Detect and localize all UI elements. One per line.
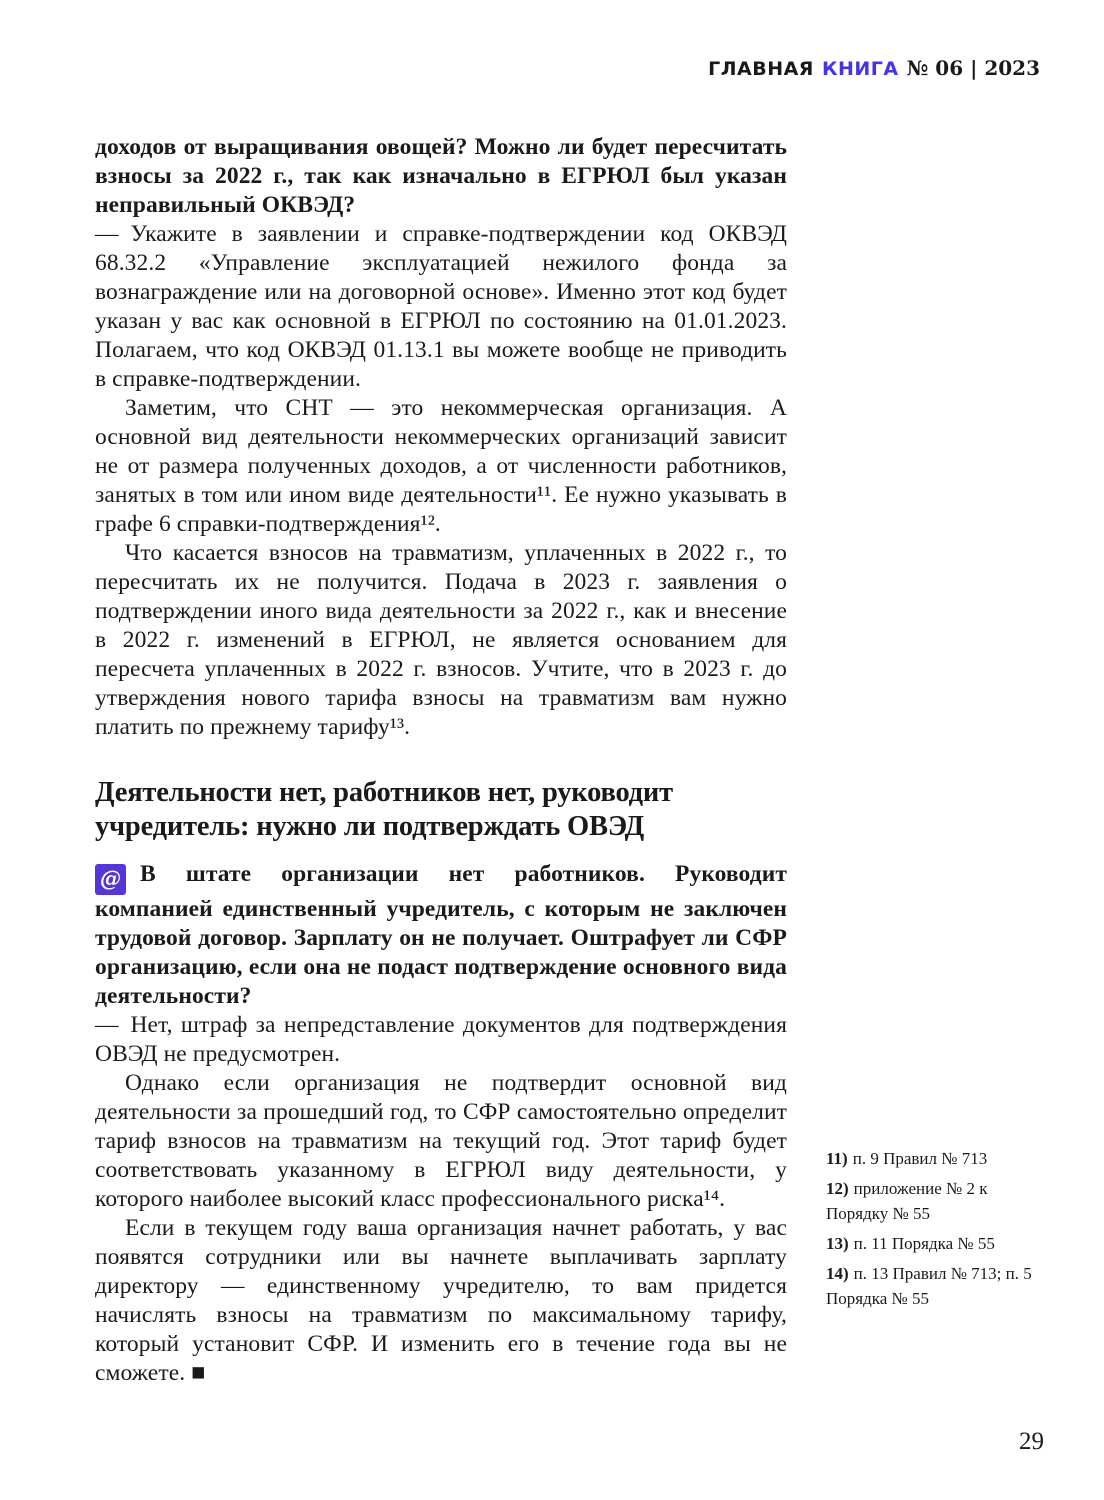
body-paragraph: Если в текущем году ваша организация начнет работать, у вас появятся сотрудники или вы начнете выплачивать зарплату директору — единственному учредителю, то вам придется начислять взносы на травматизм по максимальному тарифу, который установит СФР. И изменить его в течение года вы не сможете. ■	[95, 1215, 787, 1386]
lead-question: доходов от выращивания овощей? Можно ли будет пересчитать взносы за 2022 г., так как изначально в ЕГРЮЛ был указан неправильный ОКВЭД?	[95, 134, 787, 218]
reader-question	[95, 860, 787, 1011]
footnote-text: приложение № 2 к Порядку № 55	[826, 1179, 988, 1223]
footnotes-block	[826, 1146, 1042, 1316]
article-column	[95, 133, 787, 1388]
brand-name-accent: КНИГА	[821, 58, 899, 80]
section-heading: Деятельности нет, работников нет, руководит учредитель: нужно ли подтверждать ОВЭД	[95, 777, 673, 842]
footnote-number: 12)	[826, 1179, 849, 1198]
page-number: 29	[1019, 1428, 1044, 1455]
footnote-number: 11)	[826, 1149, 848, 1168]
body-paragraph: Однако если организация не подтвердит основной вид деятельности за прошедший год, то СФР самостоятельно определит тариф взносов на травматизм на текущий год. Этот тариф будет соответствовать указанному в ЕГРЮЛ виду деятельности, у которого наиболее высокий класс профессионального риска¹⁴.	[95, 1070, 787, 1212]
footnote	[826, 1261, 1042, 1311]
footnote-number: 13)	[826, 1234, 849, 1253]
brand-name-main: ГЛАВНАЯ	[708, 58, 814, 80]
at-icon: @	[95, 864, 126, 895]
body-paragraph: Заметим, что СНТ — это некоммерческая организация. А основной вид деятельности некоммерческих организаций зависит не от размера полученных доходов, а от численности работников, занятых в том или ином виде деятельности¹¹. Ее нужно указывать в графе 6 справки-подтверждения¹².	[95, 395, 787, 537]
footnote	[826, 1176, 1042, 1226]
answer-paragraph: — Укажите в заявлении и справке-подтверждении код ОКВЭД 68.32.2 «Управление эксплуатацией нежилого фонда за вознаграждение или на договорной основе». Именно этот код будет указан у вас как основной в ЕГРЮЛ по состоянию на 01.01.2023. Полагаем, что код ОКВЭД 01.13.1 вы можете вообще не приводить в справке-подтверждении.	[95, 221, 787, 392]
footnote-text: п. 11 Порядка № 55	[853, 1234, 995, 1253]
footnote-text: п. 13 Правил № 713; п. 5 Порядка № 55	[826, 1264, 1032, 1308]
footnote	[826, 1146, 1042, 1171]
footnote-text: п. 9 Правил № 713	[852, 1149, 988, 1168]
footnote	[826, 1231, 1042, 1256]
magazine-header	[708, 56, 1040, 80]
footnote-number: 14)	[826, 1264, 849, 1283]
reader-question-text: В штате организации нет работников. Руководит компанией единственный учредитель, с которым не заключен трудовой договор. Зарплату он не получает. Оштрафует ли СФР организацию, если она не подаст подтверждение основного вида деятельности?	[95, 861, 787, 1009]
answer-paragraph: — Нет, штраф за непредставление документов для подтверждения ОВЭД не предусмотрен.	[95, 1012, 787, 1067]
body-paragraph: Что касается взносов на травматизм, уплаченных в 2022 г., то пересчитать их не получится. Подача в 2023 г. заявления о подтверждении иного вида деятельности за 2022 г., как и внесение в 2022 г. изменений в ЕГРЮЛ, не является основанием для пересчета уплаченных в 2022 г. взносов. Учтите, что в 2023 г. до утверждения нового тарифа взносы на травматизм вам нужно платить по прежнему тарифу¹³.	[95, 540, 787, 740]
issue-number: № 06 | 2023	[906, 56, 1040, 80]
